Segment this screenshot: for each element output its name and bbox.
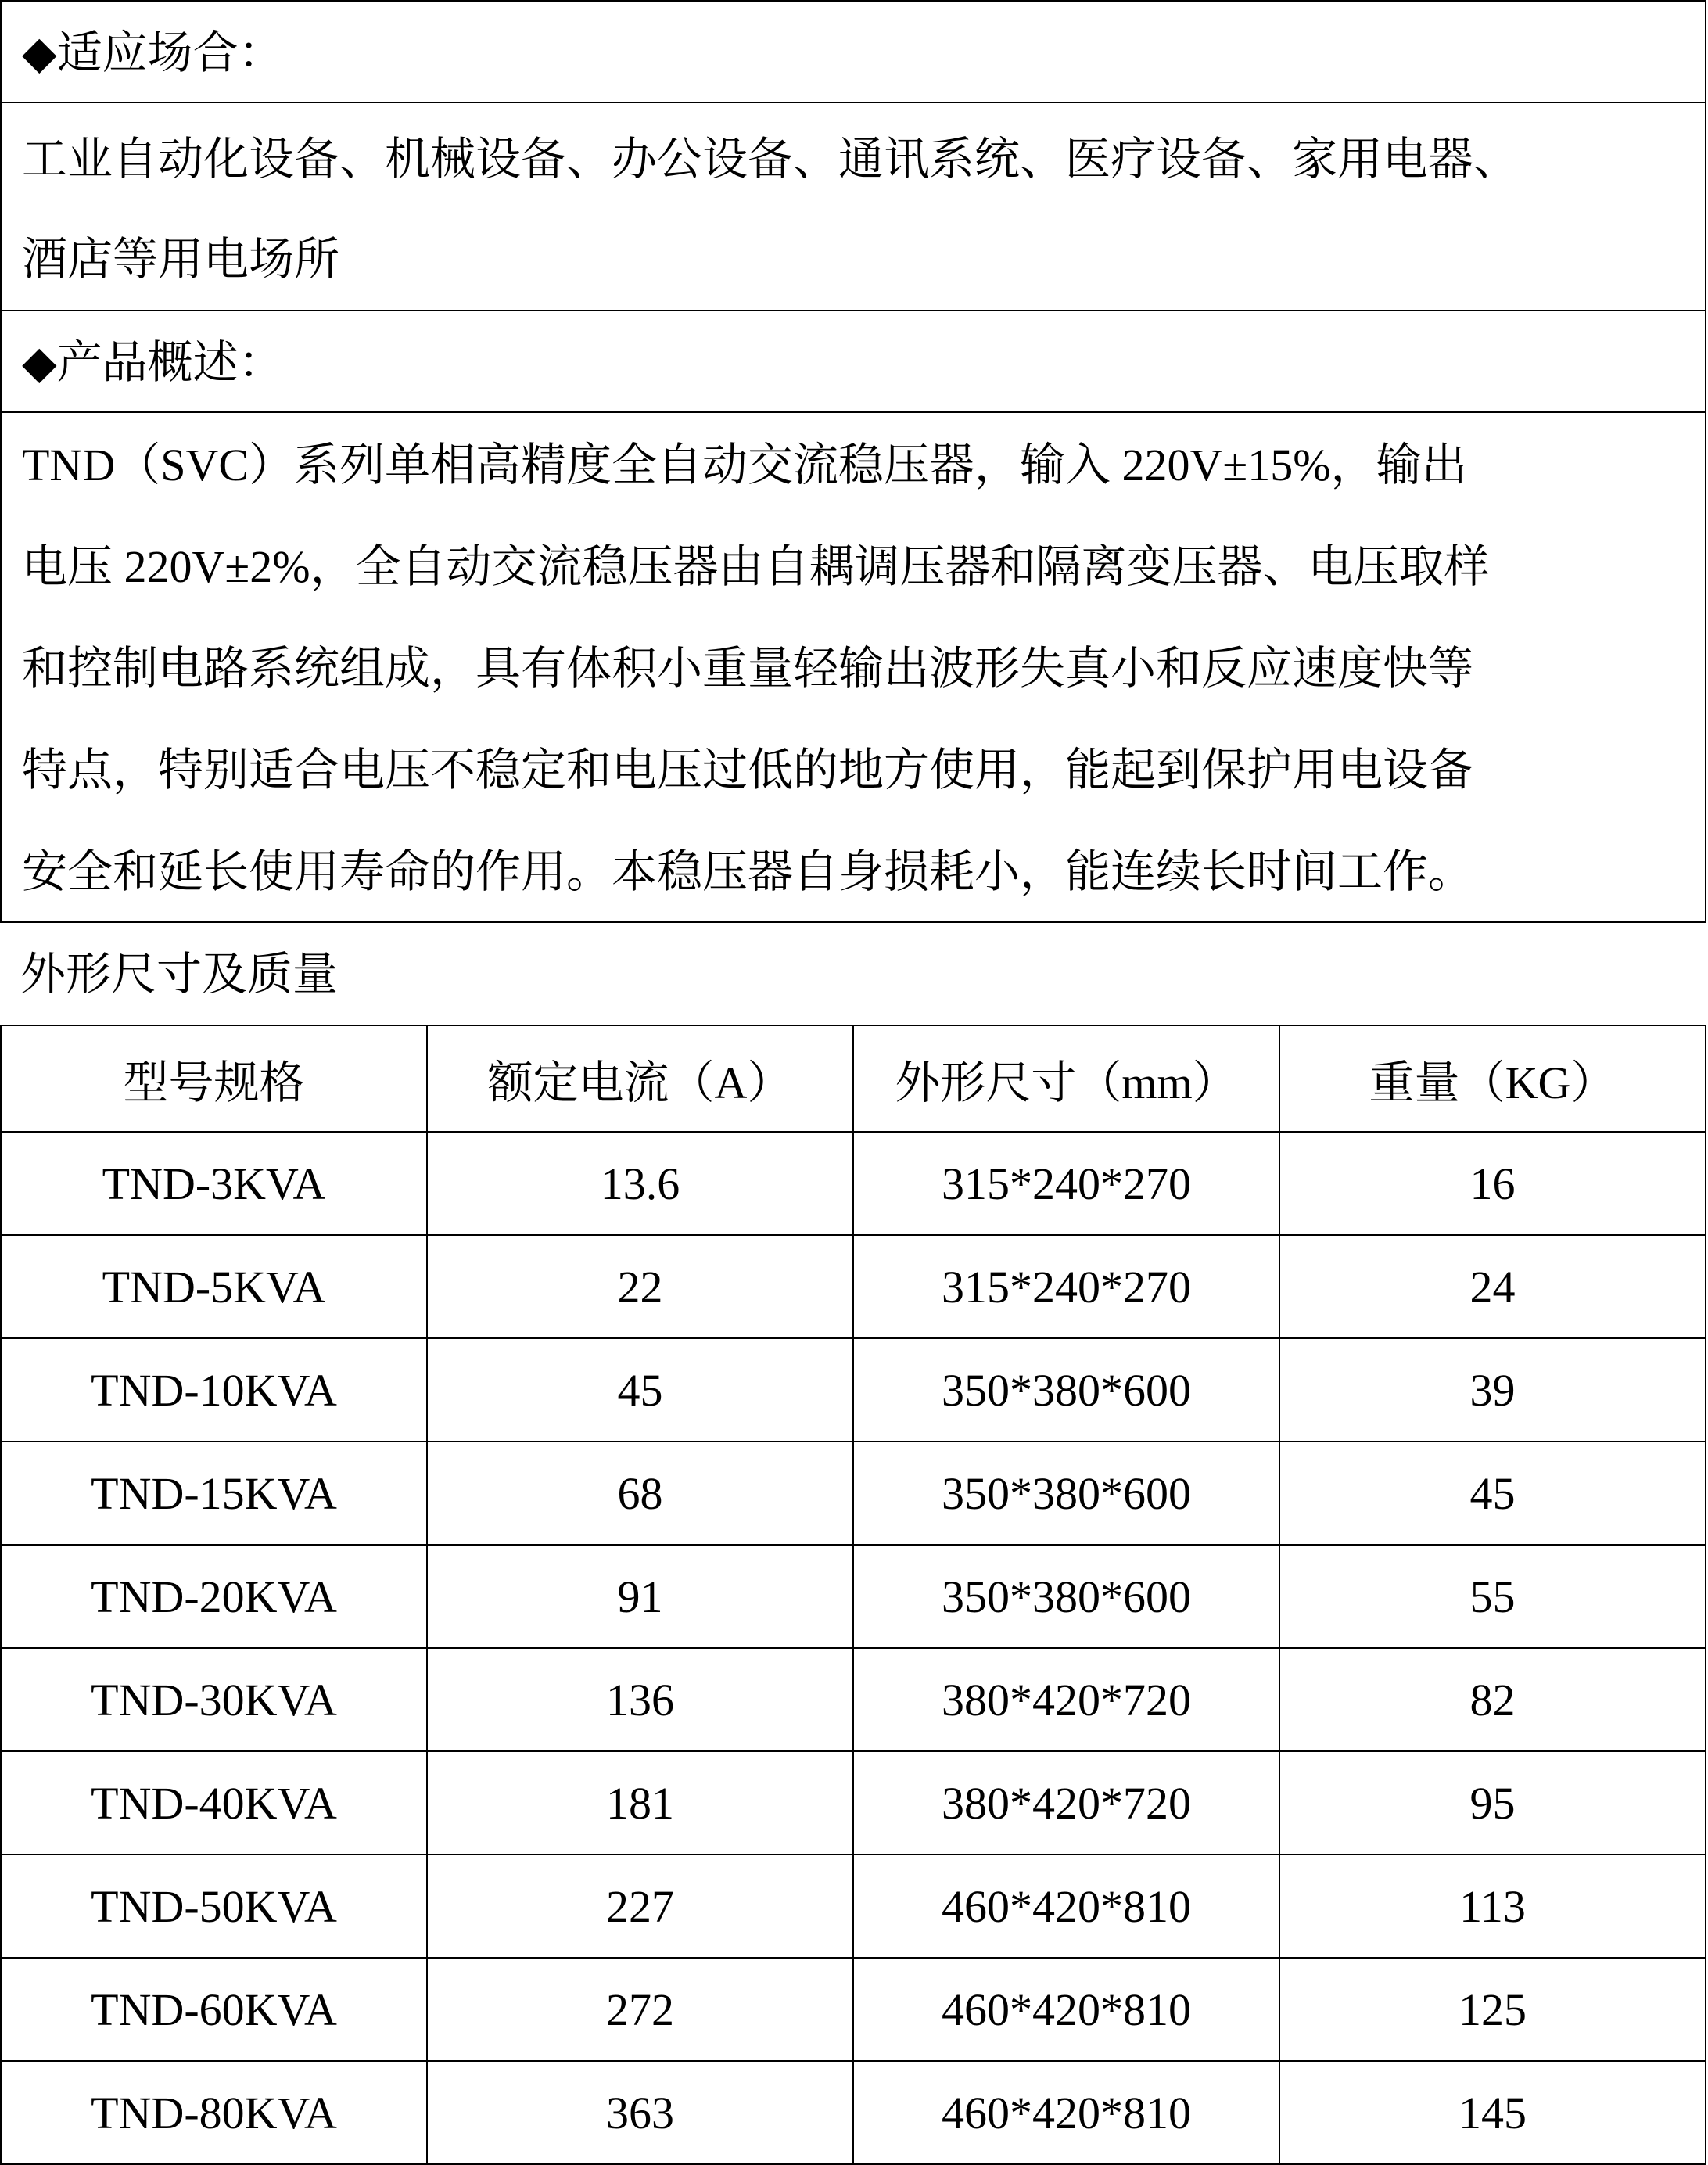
cell-model: TND-15KVA <box>1 1442 427 1545</box>
cell-current: 363 <box>427 2061 853 2164</box>
cell-model: TND-40KVA <box>1 1751 427 1854</box>
cell-current: 272 <box>427 1958 853 2061</box>
cell-current: 45 <box>427 1338 853 1442</box>
header-model: 型号规格 <box>1 1025 427 1132</box>
cell-size: 315*240*270 <box>853 1235 1279 1338</box>
cell-model: TND-3KVA <box>1 1132 427 1235</box>
header-current: 额定电流（A） <box>427 1025 853 1132</box>
application-line: 酒店等用电场所 <box>22 234 340 285</box>
spec-table <box>0 1025 1706 2165</box>
cell-size: 315*240*270 <box>853 1132 1279 1235</box>
cell-current: 181 <box>427 1751 853 1854</box>
cell-current: 227 <box>427 1854 853 1958</box>
cell-size: 460*420*810 <box>853 1854 1279 1958</box>
application-heading-box <box>0 0 1706 103</box>
application-heading: ◆适应场合： <box>22 27 284 78</box>
header-size: 外形尺寸（mm） <box>853 1025 1279 1132</box>
cell-model: TND-5KVA <box>1 1235 427 1338</box>
cell-weight: 95 <box>1279 1751 1706 1854</box>
cell-weight: 39 <box>1279 1338 1706 1442</box>
cell-model: TND-80KVA <box>1 2061 427 2164</box>
cell-model: TND-50KVA <box>1 1854 427 1958</box>
cell-model: TND-10KVA <box>1 1338 427 1442</box>
table-header-row <box>1 1025 1706 1132</box>
overview-heading: ◆产品概述： <box>22 337 284 388</box>
table-row <box>1 1958 1706 2061</box>
cell-size: 350*380*600 <box>853 1545 1279 1648</box>
cell-current: 91 <box>427 1545 853 1648</box>
cell-current: 22 <box>427 1235 853 1338</box>
table-row <box>1 1132 1706 1235</box>
cell-weight: 125 <box>1279 1958 1706 2061</box>
cell-size: 350*380*600 <box>853 1442 1279 1545</box>
cell-weight: 145 <box>1279 2061 1706 2164</box>
cell-current: 136 <box>427 1648 853 1751</box>
cell-size: 460*420*810 <box>853 2061 1279 2164</box>
cell-model: TND-60KVA <box>1 1958 427 2061</box>
cell-weight: 24 <box>1279 1235 1706 1338</box>
cell-size: 380*420*720 <box>853 1648 1279 1751</box>
cell-current: 68 <box>427 1442 853 1545</box>
cell-weight: 16 <box>1279 1132 1706 1235</box>
header-weight: 重量（KG） <box>1279 1025 1706 1132</box>
dimensions-title: 外形尺寸及质量 <box>20 949 339 1000</box>
table-row <box>1 1545 1706 1648</box>
application-line: 工业自动化设备、机械设备、办公设备、通讯系统、医疗设备、家用电器、 <box>22 134 1520 185</box>
table-row <box>1 2061 1706 2164</box>
cell-weight: 45 <box>1279 1442 1706 1545</box>
cell-weight: 55 <box>1279 1545 1706 1648</box>
cell-size: 460*420*810 <box>853 1958 1279 2061</box>
cell-current: 13.6 <box>427 1132 853 1235</box>
cell-size: 380*420*720 <box>853 1751 1279 1854</box>
table-row <box>1 1648 1706 1751</box>
overview-line: TND（SVC）系列单相高精度全自动交流稳压器，输入 220V±15%，输出 <box>22 440 1467 490</box>
table-row <box>1 1235 1706 1338</box>
overview-line: 特点，特别适合电压不稳定和电压过低的地方使用，能起到保护用电设备 <box>22 745 1474 795</box>
overview-line: 安全和延长使用寿命的作用。本稳压器自身损耗小，能连续长时间工作。 <box>22 846 1474 897</box>
cell-size: 350*380*600 <box>853 1338 1279 1442</box>
overview-line: 电压 220V±2%，全自动交流稳压器由自耦调压器和隔离变压器、电压取样 <box>22 541 1490 592</box>
table-row <box>1 1338 1706 1442</box>
overview-heading-box <box>0 310 1706 413</box>
table-row <box>1 1751 1706 1854</box>
cell-weight: 82 <box>1279 1648 1706 1751</box>
table-row <box>1 1442 1706 1545</box>
table-row <box>1 1854 1706 1958</box>
application-body <box>0 102 1706 311</box>
overview-body <box>0 411 1706 923</box>
cell-model: TND-20KVA <box>1 1545 427 1648</box>
cell-model: TND-30KVA <box>1 1648 427 1751</box>
cell-weight: 113 <box>1279 1854 1706 1958</box>
overview-line: 和控制电路系统组成，具有体积小重量轻输出波形失真小和反应速度快等 <box>22 643 1474 694</box>
